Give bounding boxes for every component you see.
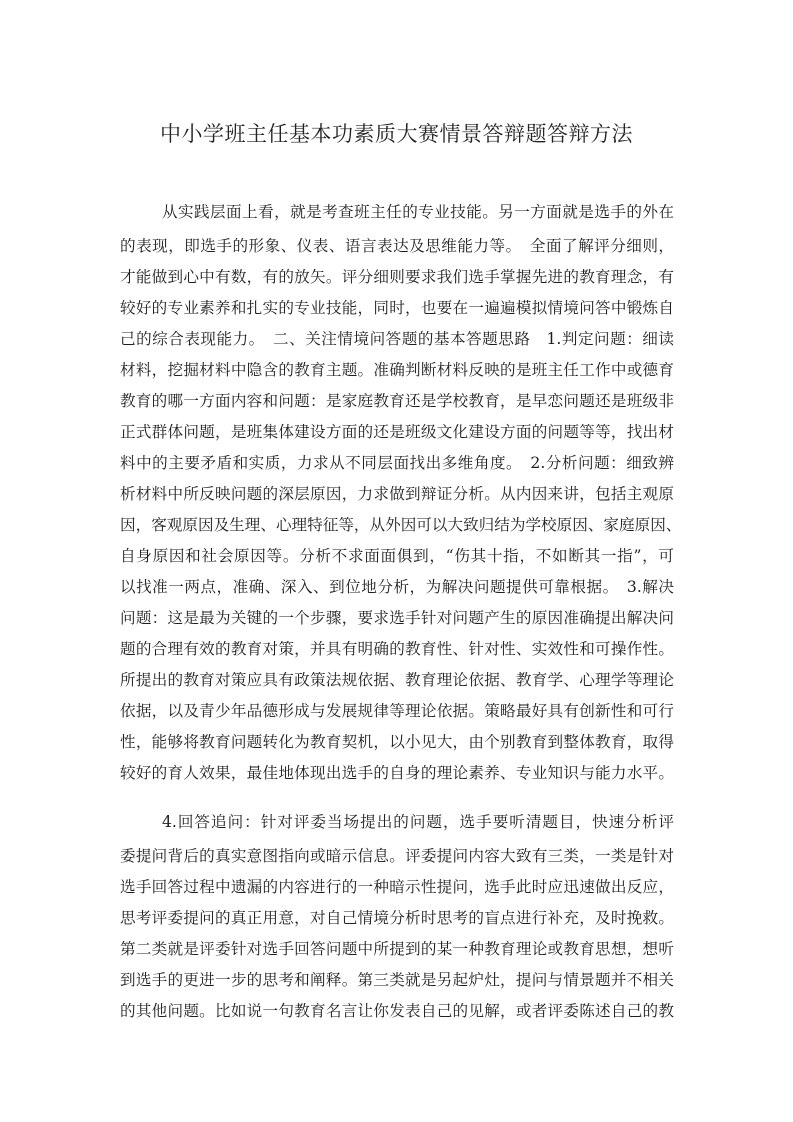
paragraph-2-line-7: 的其他问题。比如说一句教育名言让你发表自己的见解，或者评委陈述自己的教 — [120, 1002, 674, 1020]
paragraph-1-line-9: 料中的主要矛盾和实质，力求从不同层面找出多维角度。 2.分析问题：细致辨 — [120, 454, 674, 472]
paragraph-1-line-5: 己的综合表现能力。 二、关注情境问答题的基本答题思路 1.判定问题：细读 — [120, 330, 674, 348]
paragraph-1-line-16: 所提出的教育对策应具有政策法规依据、教育理论依据、教育学、心理学等理论 — [120, 671, 674, 689]
paragraph-2-line-3: 选手回答过程中遗漏的内容进行的一种暗示性提问，选手此时应迅速做出反应， — [120, 878, 674, 896]
paragraph-1-line-8: 正式群体问题，是班集体建设方面的还是班级文化建设方面的问题等等，找出材 — [120, 423, 674, 441]
paragraph-1-line-12: 自身原因和社会原因等。分析不求面面俱到，“伤其十指，不如断其一指”，可 — [120, 547, 674, 565]
paragraph-1-line-10: 析材料中所反映问题的深层原因，力求做到辩证分析。从内因来讲，包括主观原 — [120, 485, 674, 503]
paragraph-1-line-19: 较好的育人效果，最佳地体现出选手的自身的理论素养、专业知识与能力水平。 — [120, 764, 674, 782]
paragraph-1-line-17: 依据，以及青少年品德形成与发展规律等理论依据。策略最好具有创新性和可行 — [120, 702, 674, 720]
paragraph-1-line-4: 较好的专业素养和扎实的专业技能，同时，也要在一遍遍模拟情境问答中锻炼自 — [120, 299, 674, 317]
paragraph-1-line-11: 因，客观原因及生理、心理特征等，从外因可以大致归结为学校原因、家庭原因、 — [120, 516, 682, 534]
paragraph-1-line-15: 题的合理有效的教育对策，并具有明确的教育性、针对性、实效性和可操作性。 — [120, 640, 674, 658]
paragraph-1-line-13: 以找准一两点，准确、深入、到位地分析，为解决问题提供可靠根据。 3.解决 — [120, 578, 674, 596]
paragraph-1-line-1: 从实践层面上看，就是考查班主任的专业技能。另一方面就是选手的外在 — [162, 203, 674, 221]
paragraph-2-line-6: 到选手的更进一步的思考和阐释。第三类就是另起炉灶，提问与情景题并不相关 — [120, 971, 674, 989]
paragraph-2-line-1: 4.回答追问：针对评委当场提出的问题，选手要听清题目，快速分析评 — [162, 813, 674, 831]
paragraph-1-line-14: 问题：这是最为关键的一个步骤，要求选手针对问题产生的原因准确提出解决问 — [120, 609, 674, 627]
paragraph-2-line-4: 思考评委提问的真正用意，对自己情境分析时思考的盲点进行补充，及时挽救。 — [120, 909, 674, 927]
paragraph-1-line-7: 教育的哪一方面内容和问题：是家庭教育还是学校教育，是早恋问题还是班级非 — [120, 392, 674, 410]
paragraph-1-line-18: 性，能够将教育问题转化为教育契机，以小见大，由个别教育到整体教育，取得 — [120, 733, 674, 751]
paragraph-2-line-2: 委提问背后的真实意图指向或暗示信息。评委提问内容大致有三类，一类是针对 — [120, 847, 674, 865]
paragraph-2-line-5: 第二类就是评委针对选手回答问题中所提到的某一种教育理论或教育思想，想听 — [120, 940, 674, 958]
document-title: 中小学班主任基本功素质大赛情景答辩题答辩方法 — [160, 122, 633, 146]
paragraph-1-line-3: 才能做到心中有数，有的放矢。评分细则要求我们选手掌握先进的教育理念，有 — [120, 268, 674, 286]
paragraph-1-line-2: 的表现，即选手的形象、仪表、语言表达及思维能力等。 全面了解评分细则， — [120, 237, 674, 255]
paragraph-1-line-6: 材料，挖掘材料中隐含的教育主题。准确判断材料反映的是班主任工作中或德育 — [120, 361, 674, 379]
